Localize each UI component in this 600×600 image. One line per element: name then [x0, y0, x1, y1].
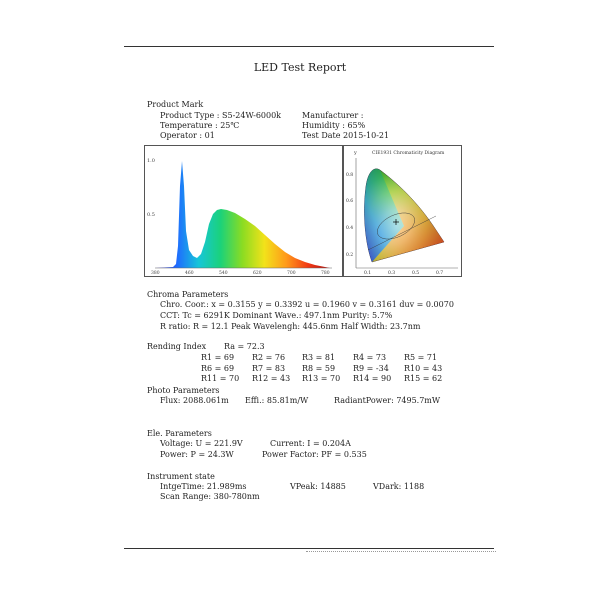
- rending-value: R15 = 62: [404, 374, 443, 383]
- rending-value: R2 = 76: [252, 353, 286, 362]
- product-type: Product Type : S5-24W-6000k: [160, 111, 282, 120]
- operator: Operator : 01: [160, 131, 215, 140]
- photo-heading: Photo Parameters: [147, 386, 220, 395]
- spectrum-ytick-0-5: 0.5: [147, 212, 155, 218]
- cie-svg: [344, 146, 461, 276]
- spectrum-svg: [145, 146, 342, 276]
- cie-y-axis-letter: y: [354, 150, 357, 156]
- test-date: Test Date 2015-10-21: [302, 131, 390, 140]
- cie-title: CIE1931 Chromaticity Diagram: [372, 151, 445, 156]
- radiant-power: RadiantPower: 7495.7mW: [334, 396, 441, 405]
- rending-value: R12 = 43: [252, 374, 291, 383]
- spectrum-xtick: 380: [151, 271, 160, 276]
- vdark: VDark: 1188: [373, 482, 425, 491]
- rending-value: R10 = 43: [404, 363, 443, 373]
- chroma-line-1: Chro. Coor.: x = 0.3155 y = 0.3392 u = 0.1960 v = 0.3161 duv = 0.0070: [160, 300, 454, 309]
- rending-value: R6 = 69: [201, 363, 235, 373]
- rending-value: R7 = 83: [252, 363, 286, 373]
- product-mark-heading: Product Mark: [147, 100, 204, 109]
- efficiency: Effi.: 85.81m/W: [245, 396, 309, 405]
- ele-heading: Ele. Parameters: [147, 429, 212, 438]
- spectrum-xtick: 700: [287, 271, 296, 276]
- rending-value: R11 = 70: [201, 374, 240, 383]
- rending-value: R3 = 81: [302, 353, 336, 362]
- bottom-rule: [124, 548, 494, 549]
- rending-value: R8 = 59: [302, 363, 336, 373]
- rending-value: R13 = 70: [302, 374, 341, 383]
- cie-ytick: 0.4: [346, 226, 354, 231]
- top-rule: [124, 46, 494, 47]
- ra-value: Ra = 72.3: [224, 342, 265, 351]
- temperature: Temperature : 25℃: [160, 121, 240, 130]
- spectrum-xtick: 780: [321, 271, 330, 276]
- rending-value: R9 = -34: [353, 363, 389, 373]
- scan-range: Scan Range: 380-780nm: [160, 492, 260, 501]
- cie-ytick: 0.8: [346, 173, 354, 178]
- cie-xtick: 0.5: [412, 271, 420, 276]
- instrument-heading: Instrument state: [147, 472, 215, 481]
- vpeak: VPeak: 14885: [290, 482, 346, 491]
- current: Current: I = 0.204A: [270, 439, 351, 448]
- power-factor: Power Factor: PF = 0.535: [262, 450, 367, 459]
- power: Power: P = 24.3W: [160, 450, 234, 459]
- rending-value: R14 = 90: [353, 374, 392, 383]
- rending-value: R4 = 73: [353, 353, 387, 362]
- spectrum-xtick: 540: [219, 271, 228, 276]
- cie-ytick: 0.6: [346, 199, 354, 204]
- voltage: Voltage: U = 221.9V: [160, 439, 243, 448]
- cie-xtick: 0.7: [436, 271, 444, 276]
- manufacturer: Manufacturer :: [302, 111, 364, 120]
- cie-chart: [343, 145, 462, 277]
- flux: Flux: 2088.061m: [160, 396, 229, 405]
- humidity: Humidity : 65%: [302, 121, 366, 130]
- spectrum-xtick: 620: [253, 271, 262, 276]
- rending-value: R5 = 71: [404, 353, 438, 362]
- cie-xtick: 0.1: [364, 271, 372, 276]
- rending-value: R1 = 69: [201, 353, 235, 362]
- spectrum-chart: [144, 145, 343, 277]
- intge-time: IntgeTime: 21.989ms: [160, 482, 247, 491]
- bottom-rule-marks: [306, 551, 496, 554]
- cie-ytick: 0.2: [346, 253, 354, 258]
- spectrum-curve: [155, 161, 330, 268]
- cie-xtick: 0.3: [388, 271, 396, 276]
- spectrum-xtick: 460: [185, 271, 194, 276]
- report-title: LED Test Report: [253, 61, 347, 74]
- chroma-heading: Chroma Parameters: [147, 290, 229, 299]
- rending-heading: Rending Index: [147, 342, 207, 351]
- chroma-line-2: CCT: Tc = 6291K Dominant Wave.: 497.1nm Purity: 5.7%: [160, 311, 393, 320]
- spectrum-ytick-1: 1.0: [147, 158, 155, 164]
- chroma-line-3: R ratio: R = 12.1 Peak Wavelengh: 445.6nm Half Width: 23.7nm: [160, 322, 421, 331]
